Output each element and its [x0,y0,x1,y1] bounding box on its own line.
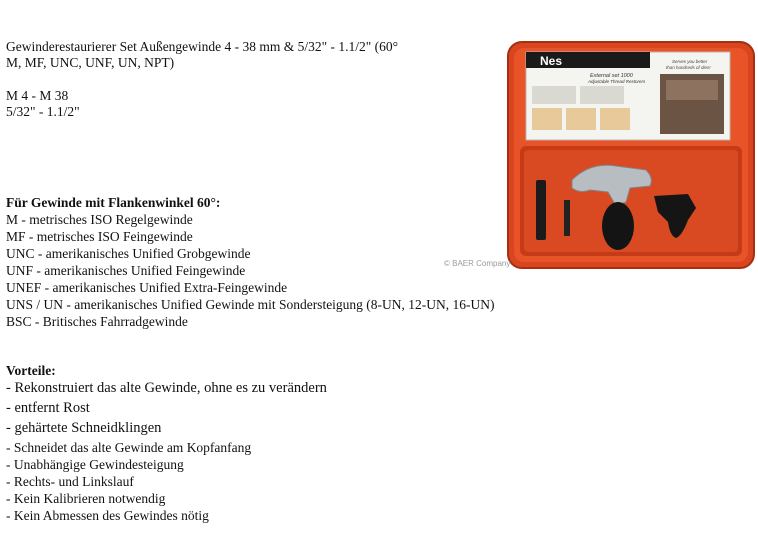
thread-type-item: M - metrisches ISO Regelgewinde [6,212,193,227]
advantage-item: - Rechts- und Linkslauf [6,474,134,489]
advantage-item: - Schneidet das alte Gewinde am Kopfanfang [6,440,252,455]
svg-text:Adjustable Thread Restorers: Adjustable Thread Restorers [588,79,646,84]
advantage-item: - Kein Abmessen des Gewindes nötig [6,508,209,523]
product-image [440,30,758,275]
advantage-item: - Unabhängige Gewindesteigung [6,457,184,472]
svg-text:than hundreds of dies!: than hundreds of dies! [666,65,711,70]
thread-type-item: UNF - amerikanisches Unified Feingewinde [6,263,246,278]
thread-type-item: MF - metrisches ISO Feingewinde [6,229,193,244]
thread-types-heading: Für Gewinde mit Flankenwinkel 60°: [6,195,221,210]
range-inch: 5/32" - 1.1/2" [6,104,80,119]
svg-text:Nes: Nes [540,54,563,68]
advantage-item: - entfernt Rost [6,400,90,416]
thread-type-item: UNEF - amerikanisches Unified Extra-Feingewinde [6,280,288,295]
thread-type-item: UNC - amerikanisches Unified Grobgewinde [6,246,251,261]
thread-type-item: UNS / UN - amerikanisches Unified Gewinde mit Sondersteigung (8-UN, 12-UN, 16-UN) [6,297,495,312]
image-copyright: © BAER Company [444,259,511,268]
thread-type-item: BSC - Britisches Fahrradgewinde [6,314,188,329]
advantages-heading: Vorteile: [6,363,56,378]
product-title-line1: Gewinderestaurierer Set Außengewinde 4 - 38 mm & 5/32" - 1.1/2" (60° [6,39,399,54]
svg-text:Serves you better: Serves you better [672,59,708,64]
advantage-item: - Kein Kalibrieren notwendig [6,491,166,506]
advantage-item: - Rekonstruiert das alte Gewinde, ohne es zu verändern [6,380,327,396]
svg-text:External set 1000: External set 1000 [590,73,633,79]
advantage-item: - gehärtete Schneidklingen [6,420,162,436]
range-metric: M 4 - M 38 [6,88,69,103]
product-title-line2: M, MF, UNC, UNF, UN, NPT) [6,55,175,70]
